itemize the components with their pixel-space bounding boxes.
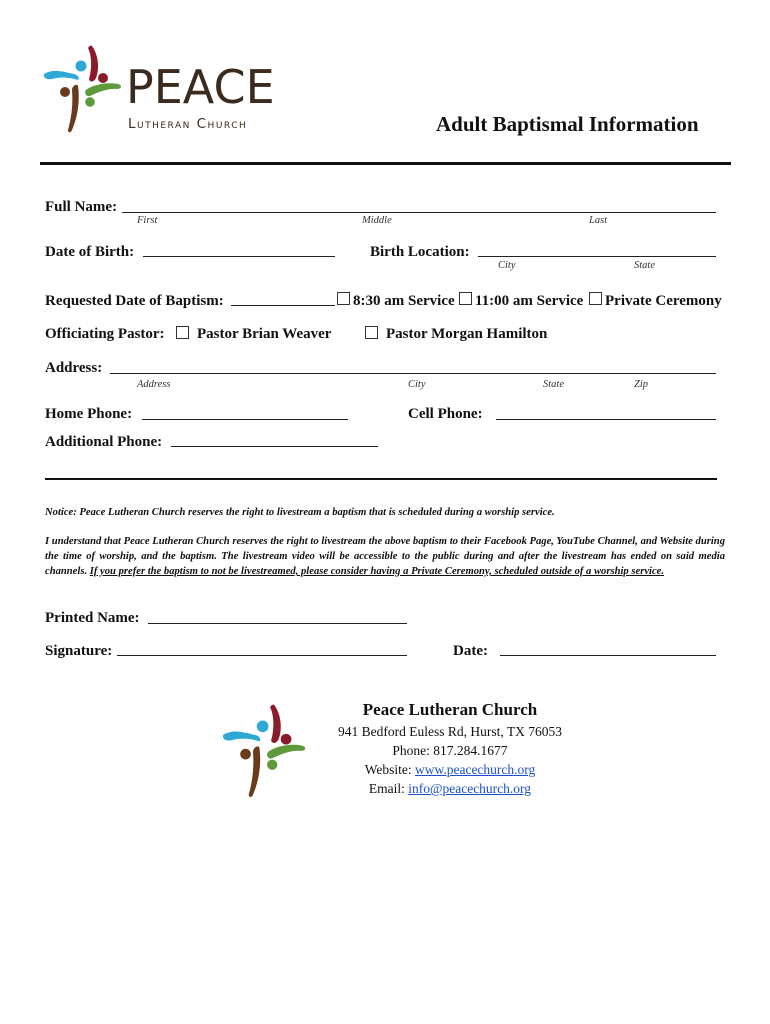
additional-phone-label: Additional Phone: <box>45 434 163 450</box>
dob-label: Date of Birth: <box>45 244 135 260</box>
pastor-label: Officiating Pastor: <box>45 326 165 342</box>
baptism-date-field[interactable] <box>231 305 335 306</box>
address-sub-address: Address <box>137 379 171 390</box>
baptism-date-label: Requested Date of Baptism: <box>45 293 224 309</box>
footer-church-name: Peace Lutheran Church <box>362 700 538 719</box>
signature-field[interactable] <box>117 655 407 656</box>
address-sub-zip: Zip <box>634 379 649 390</box>
email-link[interactable]: info@peacechurch.org <box>408 781 532 796</box>
checkbox-private-ceremony[interactable] <box>589 292 602 305</box>
footer-email-label: Email: <box>368 781 409 796</box>
footer-website <box>300 762 600 778</box>
title-divider <box>40 162 731 165</box>
church-logo-icon <box>42 44 132 136</box>
logo-name: PEACE <box>126 60 275 114</box>
footer-email <box>300 781 600 797</box>
option-pastor-hamilton: Pastor Morgan Hamilton <box>386 326 548 342</box>
additional-phone-field[interactable] <box>171 446 378 447</box>
page-title: Adult Baptismal Information <box>436 112 699 136</box>
printed-name-field[interactable] <box>148 623 407 624</box>
date-field[interactable] <box>500 655 716 656</box>
section-divider <box>45 478 717 480</box>
full-name-field[interactable] <box>122 212 716 213</box>
birth-sub-state: State <box>634 260 655 271</box>
date-label: Date: <box>453 643 488 659</box>
option-pastor-weaver: Pastor Brian Weaver <box>197 326 332 342</box>
dob-field[interactable] <box>143 256 335 257</box>
address-label: Address: <box>45 360 103 376</box>
signature-label: Signature: <box>45 643 113 659</box>
full-name-sub-middle: Middle <box>362 215 392 226</box>
footer-website-label: Website: <box>364 762 415 777</box>
birth-location-field[interactable] <box>478 256 716 257</box>
footer-address: 941 Bedford Euless Rd, Hurst, TX 76053 <box>338 724 562 739</box>
notice-paragraph <box>45 534 725 579</box>
cell-phone-label: Cell Phone: <box>408 406 483 422</box>
birth-sub-city: City <box>498 260 516 271</box>
logo-subtitle: Lutheran Church <box>128 116 248 132</box>
address-field[interactable] <box>110 373 716 374</box>
address-sub-state: State <box>543 379 564 390</box>
home-phone-label: Home Phone: <box>45 406 133 422</box>
notice-paragraph-underlined: If you prefer the baptism to not be livestreamed, please consider having a Private Ceremony, scheduled outside of a worship service. <box>89 566 665 577</box>
address-sub-city: City <box>408 379 426 390</box>
birth-location-label: Birth Location: <box>370 244 470 260</box>
cell-phone-field[interactable] <box>496 419 716 420</box>
full-name-sub-last: Last <box>589 215 608 226</box>
full-name-sub-first: First <box>137 215 158 226</box>
option-830-service: 8:30 am Service <box>353 293 455 309</box>
checkbox-830-service[interactable] <box>337 292 350 305</box>
footer-phone: Phone: 817.284.1677 <box>392 743 508 758</box>
website-link[interactable]: www.peacechurch.org <box>414 762 536 777</box>
checkbox-pastor-hamilton[interactable] <box>365 326 378 339</box>
printed-name-label: Printed Name: <box>45 610 140 626</box>
home-phone-field[interactable] <box>142 419 348 420</box>
notice-paragraph-text: I understand that Peace Lutheran Church reserves the right to livestream the above baptism to their Facebook Page, YouTube Channel, and Website during the time of worship, and the baptism. The livestream video will be accessible to the public during and after the livestream has ended on said media channels. <box>45 536 725 577</box>
option-private-ceremony: Private Ceremony <box>605 293 722 309</box>
option-1100-service: 11:00 am Service <box>475 293 584 309</box>
full-name-label: Full Name: <box>45 199 118 215</box>
notice-line: Notice: Peace Lutheran Church reserves the right to livestream a baptism that is scheduled during a worship service. <box>45 507 555 518</box>
checkbox-1100-service[interactable] <box>459 292 472 305</box>
checkbox-pastor-weaver[interactable] <box>176 326 189 339</box>
